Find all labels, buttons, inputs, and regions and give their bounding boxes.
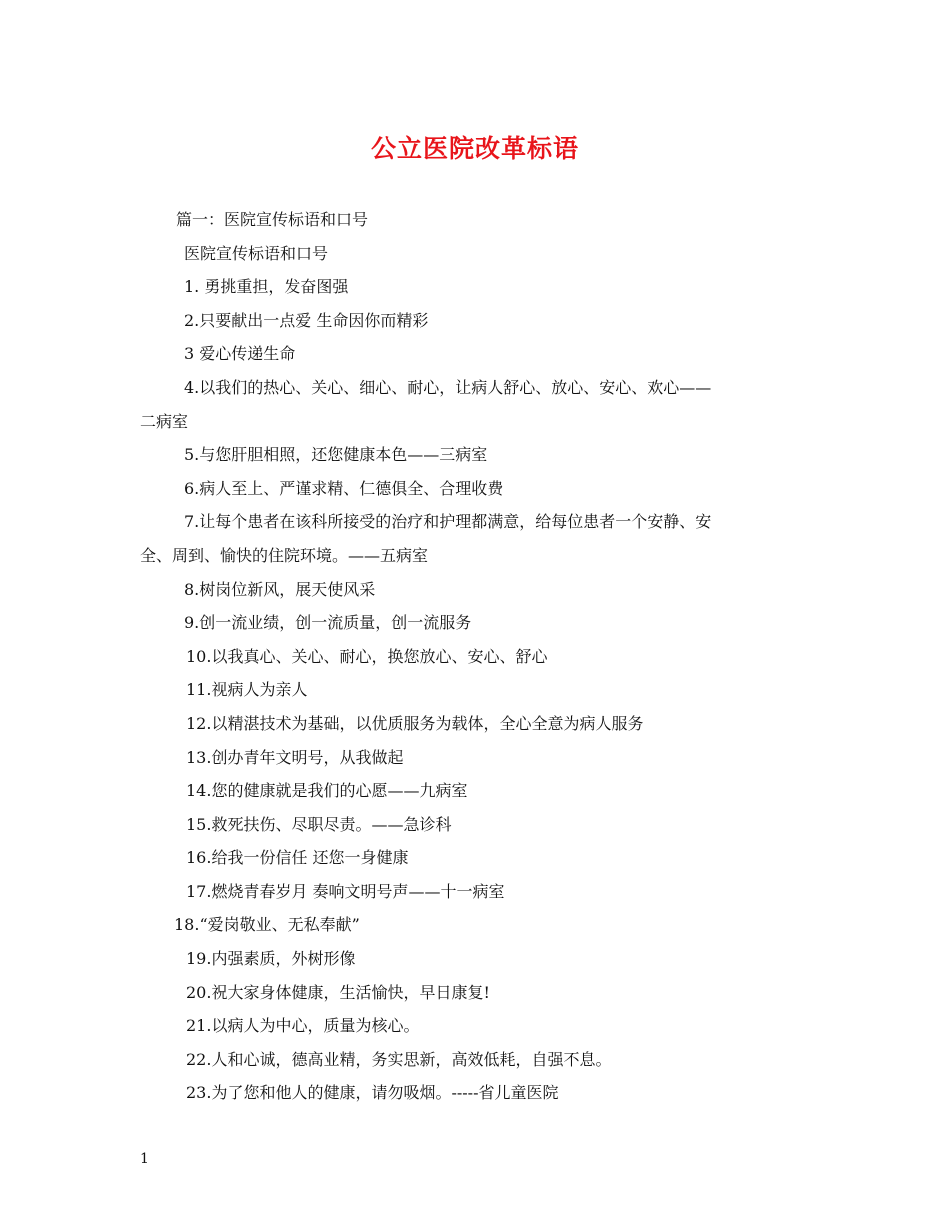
document-body — [140, 203, 812, 1110]
slogan-line: 4.以我们的热心、关心、细心、耐心，让病人舒心、放心、安心、欢心—— — [184, 377, 712, 397]
slogan-line: 18.“爱岗敬业、无私奉献” — [174, 915, 360, 935]
slogan-line: 16.给我一份信任 还您一身健康 — [186, 848, 409, 868]
slogan-line: 20.祝大家身体健康，生活愉快，早日康复! — [186, 982, 490, 1002]
slogan-line: 5.与您肝胆相照，还您健康本色——三病室 — [184, 445, 488, 465]
slogan-line: 13.创办青年文明号，从我做起 — [186, 747, 404, 767]
slogan-line: 23.为了您和他人的健康，请勿吸烟。-----省儿童医院 — [186, 1083, 559, 1103]
slogan-line: 1. 勇挑重担，发奋图强 — [184, 277, 349, 297]
slogan-line: 6.病人至上、严谨求精、仁德俱全、合理收费 — [184, 478, 504, 498]
slogan-line: 17.燃烧青春岁月 奏响文明号声——十一病室 — [186, 881, 505, 901]
slogan-line: 14.您的健康就是我们的心愿——九病室 — [186, 781, 468, 801]
slogan-line: 22.人和心诚，德高业精，务实思新，高效低耗，自强不息。 — [186, 1049, 612, 1069]
document-title: 公立医院改革标语 — [370, 134, 579, 163]
page-number: 1 — [140, 1151, 149, 1167]
slogan-line: 19.内强素质，外树形像 — [186, 949, 356, 969]
slogan-line: 21.以病人为中心，质量为核心。 — [186, 1016, 420, 1036]
slogan-line: 12.以精湛技术为基础，以优质服务为载体，全心全意为病人服务 — [186, 713, 644, 733]
slogan-line: 15.救死扶伤、尽职尽责。——急诊科 — [186, 814, 452, 834]
slogan-line-continuation: 全、周到、愉快的住院环境。——五病室 — [140, 545, 429, 565]
section-heading: 篇一：医院宣传标语和口号 — [176, 210, 369, 229]
slogan-line: 9.创一流业绩，创一流质量，创一流服务 — [184, 613, 472, 633]
slogan-line: 8.树岗位新风，展天使风采 — [184, 579, 376, 599]
slogan-line: 10.以我真心、关心、耐心，换您放心、安心、舒心 — [186, 646, 548, 666]
slogan-line: 11.视病人为亲人 — [186, 680, 308, 700]
slogan-line: 3 爱心传递生命 — [184, 344, 296, 364]
slogan-line: 2.只要献出一点爱 生命因你而精彩 — [184, 310, 429, 330]
slogan-line: 7.让每个患者在该科所接受的治疗和护理都满意，给每位患者一个安静、安 — [184, 512, 712, 532]
sub-heading: 医院宣传标语和口号 — [184, 243, 329, 263]
slogan-line-continuation: 二病室 — [140, 411, 189, 431]
